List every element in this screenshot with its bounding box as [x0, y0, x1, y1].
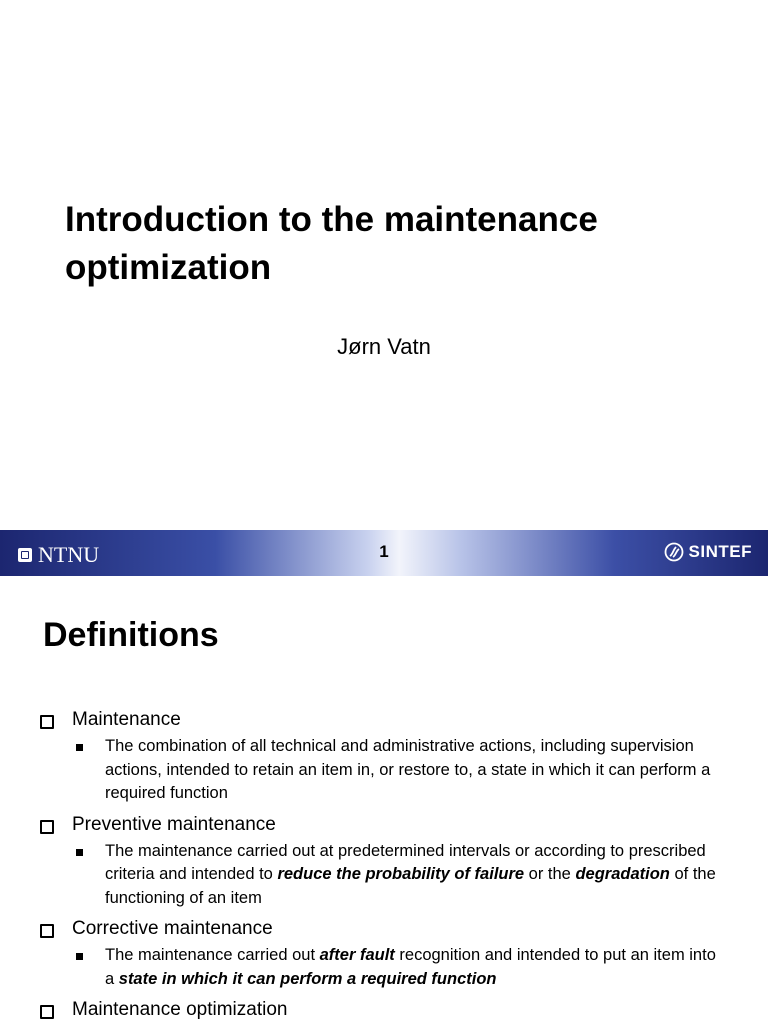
list-item [0, 813, 768, 911]
author-name: Jørn Vatn [337, 334, 431, 359]
hollow-square-bullet-icon [40, 820, 54, 834]
definitions-list [0, 708, 768, 1022]
term-maintenance: Maintenance [0, 708, 768, 732]
hollow-square-bullet-icon [40, 1005, 54, 1019]
filled-square-bullet-icon [76, 849, 83, 856]
list-item [0, 917, 768, 991]
hollow-square-bullet-icon [40, 715, 54, 729]
filled-square-bullet-icon [76, 744, 83, 751]
filled-square-bullet-icon [76, 953, 83, 960]
page-number: 1 [379, 542, 389, 561]
definition-preventive-maintenance: The maintenance carried out at predetermined intervals or according to prescribed criteria and intended to reduce the probability of failure or the degradation of the functioning of an item [0, 840, 768, 911]
term-preventive-maintenance: Preventive maintenance [0, 813, 768, 837]
hollow-square-bullet-icon [40, 924, 54, 938]
definitions-slide [0, 576, 768, 1024]
term-maintenance-optimization: Maintenance optimization [0, 998, 768, 1022]
slide-title: Introduction to the maintenance optimization [65, 200, 598, 287]
sintef-logo-icon [664, 542, 684, 562]
definition-maintenance: The combination of all technical and administrative actions, including supervision actions, intended to retain an item in, or restore to, a state in which it can perform a required function [0, 735, 768, 806]
slide-heading: Definitions [43, 616, 219, 654]
list-item [0, 998, 768, 1022]
term-corrective-maintenance: Corrective maintenance [0, 917, 768, 941]
ntnu-logo-text: NTNU [38, 542, 100, 567]
definition-corrective-maintenance: The maintenance carried out after fault recognition and intended to put an item into a state in which it can perform a required function [0, 944, 768, 991]
slide-footer [0, 530, 768, 576]
sintef-logo-text: SINTEF [688, 542, 752, 561]
sintef-logo [664, 542, 752, 562]
list-item [0, 708, 768, 806]
